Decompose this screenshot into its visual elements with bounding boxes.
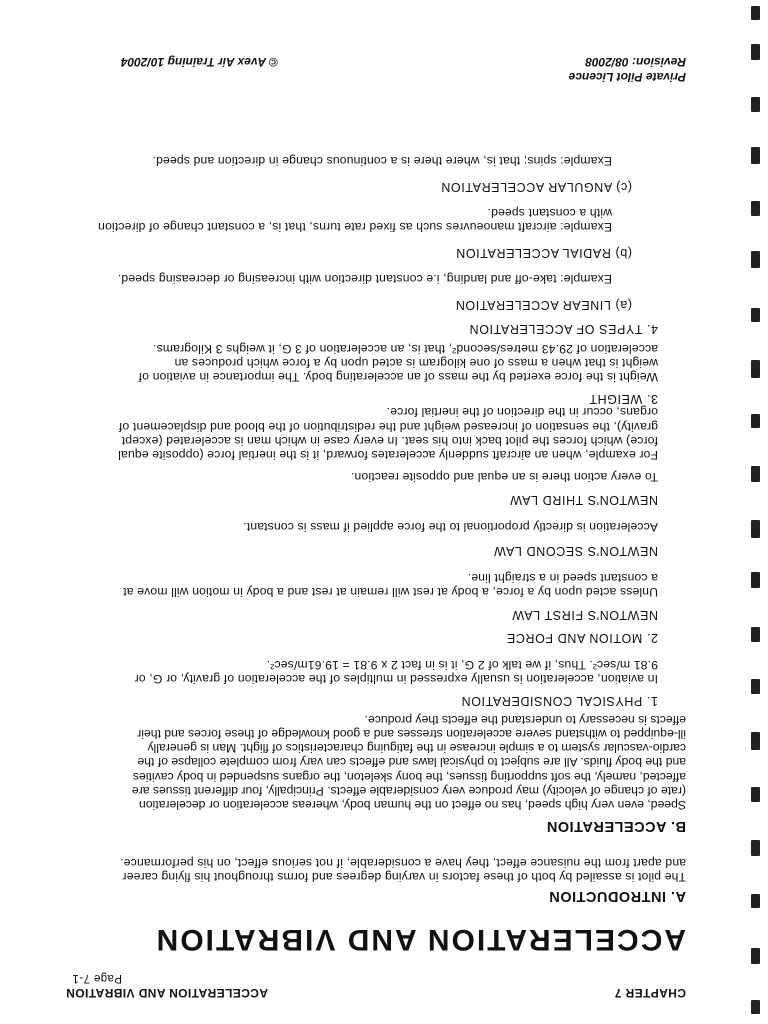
text-line: and the body fluids. All are subject to physical laws and effects can vary from complete collapse of the — [137, 755, 686, 770]
text-line: In aviation, acceleration is usually expressed in multiples of the acceleration of gravity, or G, or — [134, 672, 658, 686]
motion-force-heading: 2. MOTION AND FORCE — [506, 631, 658, 645]
scan-mark — [751, 948, 760, 964]
newtons-third-law-heading: NEWTON'S THIRD LAW — [509, 493, 658, 507]
acceleration-heading: B. ACCELERATION — [546, 818, 686, 834]
scan-mark — [751, 97, 760, 112]
text-line: weight is that when a mass of one kilogram is acted upon by a force which produces an — [174, 355, 658, 370]
angular-acceleration-heading: (c) ANGULAR ACCELERATION — [440, 180, 632, 194]
inertial-force-example — [118, 405, 658, 462]
scan-mark — [751, 572, 760, 588]
newtons-first-law-text — [123, 571, 658, 599]
linear-acceleration-heading: (a) LINEAR ACCELERATION — [455, 298, 632, 312]
chapter-label: CHAPTER 7 — [614, 986, 686, 1000]
scan-mark — [751, 787, 760, 802]
scan-mark — [751, 840, 760, 856]
scan-mark — [751, 466, 760, 482]
page-number: Page 7-1 — [72, 972, 122, 984]
text-line: with a constant speed. — [487, 205, 612, 220]
text-line: a constant speed in a straight line. — [467, 570, 658, 585]
text-line: force) which forces the pilot back into his seat. In every case in which man is accelerated (except — [121, 433, 658, 448]
text-line: (rate of change of velocity) may produce very considerable effects. Principally, four different tissues are — [131, 783, 686, 798]
scan-mark — [751, 679, 760, 694]
scan-mark — [751, 360, 760, 378]
weight-text — [139, 341, 658, 384]
scan-mark — [751, 147, 760, 164]
text-line: cardio-vascular system to a simple increase in the fatiguing characteristics of flight. Man is generally — [147, 741, 686, 756]
text-line: acceleration of 29.43 metres/second², that is, an acceleration of 3 G, it weighs 3 Kilograms. — [152, 341, 658, 356]
chapter-title: ACCELERATION AND VIBRATION — [154, 923, 686, 956]
physical-consideration-heading: 1. PHYSICAL CONSIDERATION — [461, 694, 658, 708]
types-of-acceleration-heading: 4. TYPES OF ACCELERATION — [469, 322, 658, 336]
text-line: Unless acted upon by a force, a body at rest will remain at rest and a body in motion will move at — [123, 585, 658, 599]
introduction-heading: A. INTRODUCTION — [548, 888, 686, 904]
scan-mark — [751, 414, 760, 428]
newtons-first-law-heading: NEWTON'S FIRST LAW — [511, 608, 658, 622]
scan-edge-marks — [740, 0, 768, 1024]
radial-acceleration-heading: (b) RADIAL ACCELERATION — [455, 246, 632, 260]
text-line: Weight is the force exerted by the mass of an accelerating body. The importance in aviation of — [138, 370, 658, 384]
newtons-third-law-text: To every action there is an equal and opposite reaction. — [350, 470, 658, 484]
text-line: Speed, even very high speed, has no effect on the human body, whereas acceleration or deceleration — [139, 798, 686, 812]
text-line: affected, namely, the soft supporting tissues, the bony skeleton, the organs suspended in body cavities — [132, 769, 686, 784]
scan-mark — [751, 732, 760, 750]
running-title: ACCELERATION AND VIBRATION — [65, 986, 268, 1000]
text-line: effects is necessary to understand the effects they produce. — [364, 712, 686, 727]
text-line: For example, when an aircraft suddenly accelerates forward, it is the inertial force (opposite equal — [117, 448, 658, 462]
radial-acceleration-text — [98, 206, 612, 234]
scan-mark — [751, 251, 760, 268]
text-line: 9.81 m/sec². Thus, if we talk of 2 G, it is in fact 2 x 9.81 = 19.61m/sec². — [266, 657, 658, 672]
text-line: ill-equipped to withstand severe acceleration stresses and a good knowledge of these forces and their — [137, 726, 686, 741]
text-line: The pilot is assailed by both of these factors in varying degrees and forms throughout his flying career — [122, 870, 686, 884]
scan-mark — [751, 627, 760, 642]
acceleration-intro — [132, 713, 686, 812]
physical-consideration-text — [134, 658, 658, 686]
introduction-text — [120, 856, 686, 884]
scan-mark — [751, 894, 760, 908]
scan-mark — [751, 201, 760, 216]
angular-acceleration-text: Example: spins; that is, where there is a continuous change in direction and speed. — [152, 154, 612, 168]
scan-mark — [751, 308, 760, 322]
scan-mark — [751, 6, 760, 20]
linear-acceleration-text: Example: take-off and landing, i.e constant direction with increasing or decreasing speed. — [117, 272, 612, 286]
weight-heading: 3. WEIGHT — [588, 392, 658, 406]
newtons-second-law-text: Acceleration is directly proportional to the force applied if mass is constant. — [243, 520, 658, 534]
text-line: and apart from the nuisance effect, they have a considerable, if not serious effect, on his performance. — [120, 855, 686, 870]
footer-copyright: © Avex Air Training 10/2004 — [120, 55, 278, 69]
footer-licence: Private Pilot Licence — [568, 70, 686, 84]
footer-revision: Revision: 08/2008 — [585, 55, 686, 69]
scan-mark — [751, 1000, 760, 1014]
text-line: Example: aircraft manoeuvres such as fixed rate turns, that is, a constant change of direction — [97, 220, 612, 234]
text-line: gravity), the sensation of increased weight and the redistribution of the blood and displacement of — [118, 419, 658, 434]
newtons-second-law-heading: NEWTON'S SECOND LAW — [493, 544, 658, 558]
scan-mark — [751, 520, 760, 538]
text-line: organs, occur in the direction of the inertial force. — [386, 405, 658, 420]
scan-mark — [751, 44, 760, 60]
